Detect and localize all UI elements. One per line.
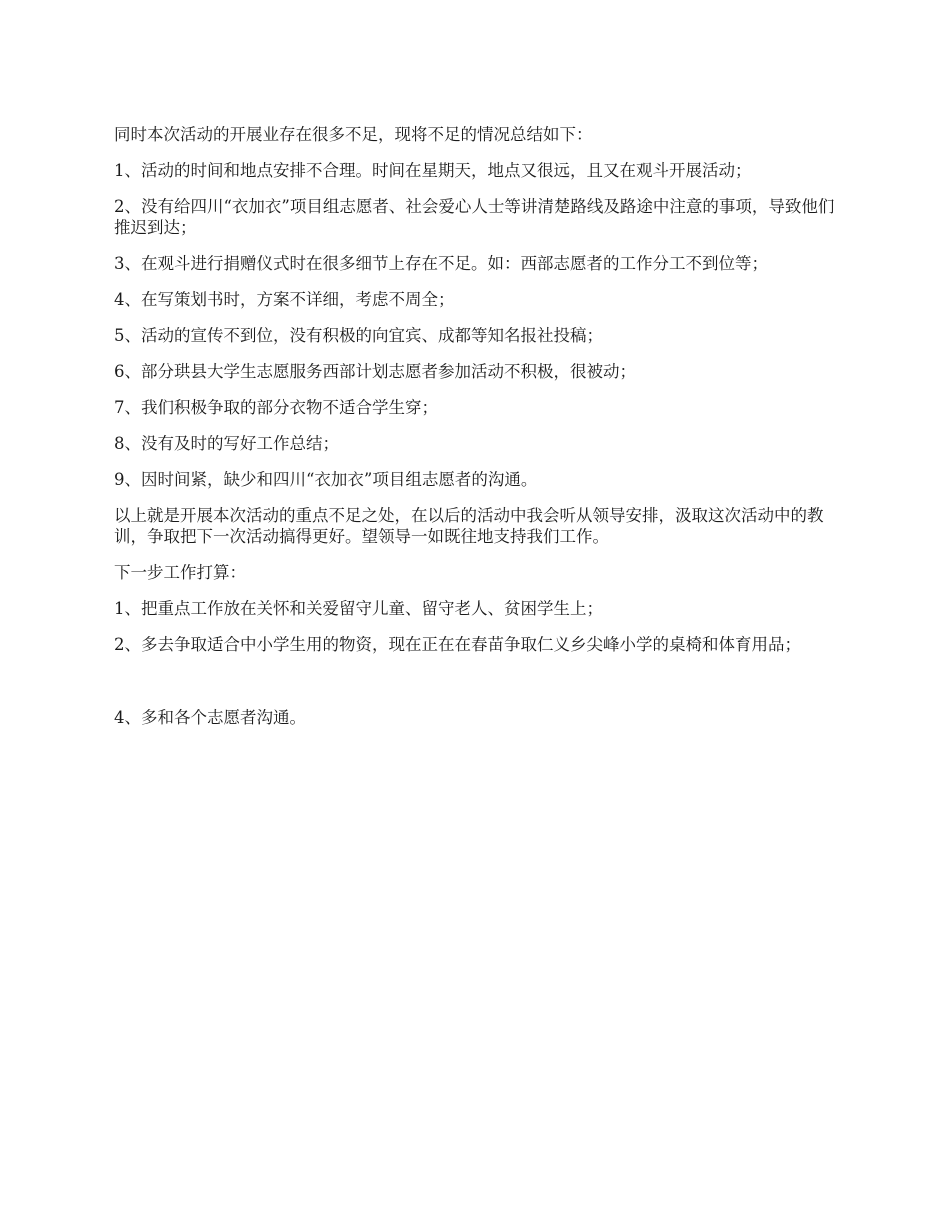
conclusion-paragraph: 以上就是开展本次活动的重点不足之处，在以后的活动中我会听从领导安排，汲取这次活动中的教训，争取把下一次活动搞得更好。望领导一如既往地支持我们工作。 — [114, 506, 824, 546]
next-steps-heading: 下一步工作打算： — [114, 563, 246, 582]
shortcoming-item: 3、在观斗进行捐赠仪式时在很多细节上存在不足。如：西部志愿者的工作分工不到位等； — [114, 254, 768, 273]
next-step-item: 4、多和各个志愿者沟通。 — [114, 708, 306, 727]
shortcoming-item: 9、因时间紧，缺少和四川“衣加衣”项目组志愿者的沟通。 — [114, 470, 538, 489]
document-body — [114, 124, 844, 743]
next-step-item: 2、多去争取适合中小学生用的物资，现在正在在春苗争取仁义乡尖峰小学的桌椅和体育用品； — [114, 635, 801, 654]
blank-gap — [114, 670, 844, 707]
intro-paragraph: 同时本次活动的开展业存在很多不足，现将不足的情况总结如下： — [114, 125, 593, 144]
shortcoming-item: 1、活动的时间和地点安排不合理。时间在星期天，地点又很远，且又在观斗开展活动； — [114, 161, 752, 180]
shortcoming-item: 6、部分珙县大学生志愿服务西部计划志愿者参加活动不积极，很被动； — [114, 362, 636, 381]
shortcoming-item: 2、没有给四川“衣加衣”项目组志愿者、社会爱心人士等讲清楚路线及路途中注意的事项，导致他们推迟到达； — [114, 197, 835, 237]
shortcoming-item: 8、没有及时的写好工作总结； — [114, 434, 339, 453]
shortcoming-item: 5、活动的宣传不到位，没有积极的向宜宾、成都等知名报社投稿； — [114, 326, 603, 345]
next-step-item: 1、把重点工作放在关怀和关爱留守儿童、留守老人、贫困学生上； — [114, 599, 603, 618]
shortcoming-item: 7、我们积极争取的部分衣物不适合学生穿； — [114, 398, 438, 417]
shortcoming-item: 4、在写策划书时，方案不详细，考虑不周全； — [114, 290, 455, 309]
